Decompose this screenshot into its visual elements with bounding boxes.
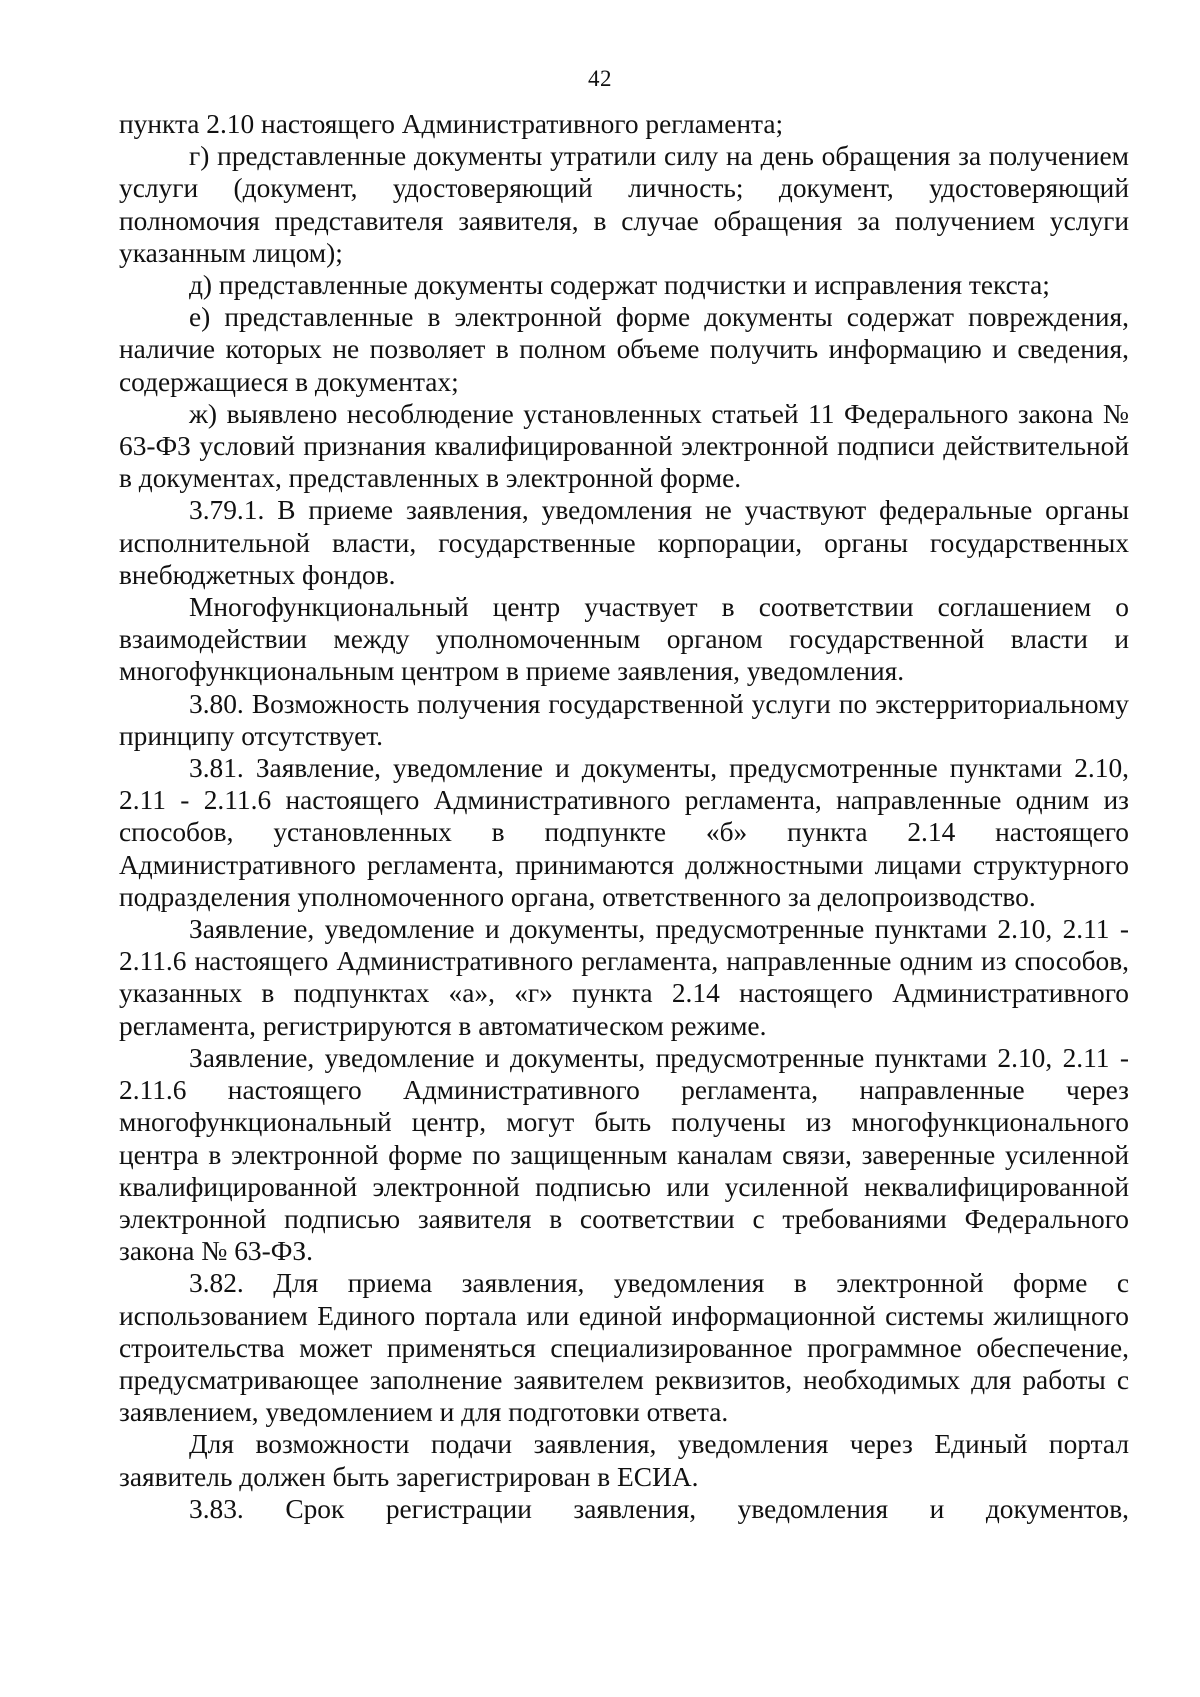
paragraph-item-e: е) представленные в электронной форме документы содержат повреждения, наличие которых не позволяет в полном объеме получить информацию и сведения, содержащиеся в документах; xyxy=(119,302,1129,397)
paragraph-3-81-mfc: Заявление, уведомление и документы, предусмотренные пунктами 2.10, 2.11 - 2.11.6 настоящего Административного регламента, направленные через многофункциональный центр, могут быть получены из многофункционального центра в электронной форме по защищенным каналам связи, заверенные усиленной квалифицированной электронной подписью или усиленной неквалифицированной электронной подписью заявителя в соответствии с требованиями Федерального закона № 63-ФЗ. xyxy=(119,1042,1129,1267)
paragraph-mfc: Многофункциональный центр участвует в соответствии соглашением о взаимодействии между уполномоченным органом государственной власти и многофункциональным центром в приеме заявления, уведомления. xyxy=(119,592,1129,687)
paragraph-3-81: 3.81. Заявление, уведомление и документы, предусмотренные пунктами 2.10, 2.11 - 2.11.6 настоящего Административного регламента, направленные одним из способов, установленных в подпункте «б» пункта 2.14 настоящего Административного регламента, принимаются должностными лицами структурного подразделения уполномоченного органа, ответственного за делопроизводство. xyxy=(119,753,1129,912)
paragraph-3-83: 3.83. Срок регистрации заявления, уведомления и документов, xyxy=(189,1493,1129,1524)
paragraph-3-82: 3.82. Для приема заявления, уведомления в электронной форме с использованием Единого портала или единой информационной системы жилищного строительства может применяться специализированное программное обеспечение, предусматривающее заполнение заявителем реквизитов, необходимых для работы с заявлением, уведомлением и для подготовки ответа. xyxy=(119,1268,1129,1428)
paragraph-esia: Для возможности подачи заявления, уведомления через Единый портал заявитель должен быть зарегистрирован в ЕСИА. xyxy=(119,1429,1129,1492)
paragraph-item-zh: ж) выявлено несоблюдение установленных статьей 11 Федерального закона № 63-ФЗ условий признания квалифицированной электронной подписи действительной в документах, представленных в электронной форме. xyxy=(119,398,1129,494)
paragraph-continuation: пункта 2.10 настоящего Административного регламента; xyxy=(119,109,784,139)
paragraph-3-80: 3.80. Возможность получения государственной услуги по экстерриториальному принципу отсутствует. xyxy=(119,688,1129,751)
paragraph-item-d: д) представленные документы содержат подчистки и исправления текста; xyxy=(189,270,1050,301)
paragraph-item-g: г) представленные документы утратили силу на день обращения за получением услуги (документ, удостоверяющий личность; документ, удостоверяющий полномочия представителя заявителя, в случае обращения за получением услуги указанным лицом); xyxy=(119,141,1129,268)
paragraph-3-79-1: 3.79.1. В приеме заявления, уведомления не участвуют федеральные органы исполнительной власти, государственные корпорации, органы государственных внебюджетных фондов. xyxy=(119,495,1129,590)
document-body xyxy=(119,108,1129,1525)
paragraph-3-81-auto: Заявление, уведомление и документы, предусмотренные пунктами 2.10, 2.11 - 2.11.6 настоящего Административного регламента, направленные одним из способов, указанных в подпунктах «а», «г» пункта 2.14 настоящего Административного регламента, регистрируются в автоматическом режиме. xyxy=(119,914,1129,1041)
page-number: 42 xyxy=(588,66,612,91)
